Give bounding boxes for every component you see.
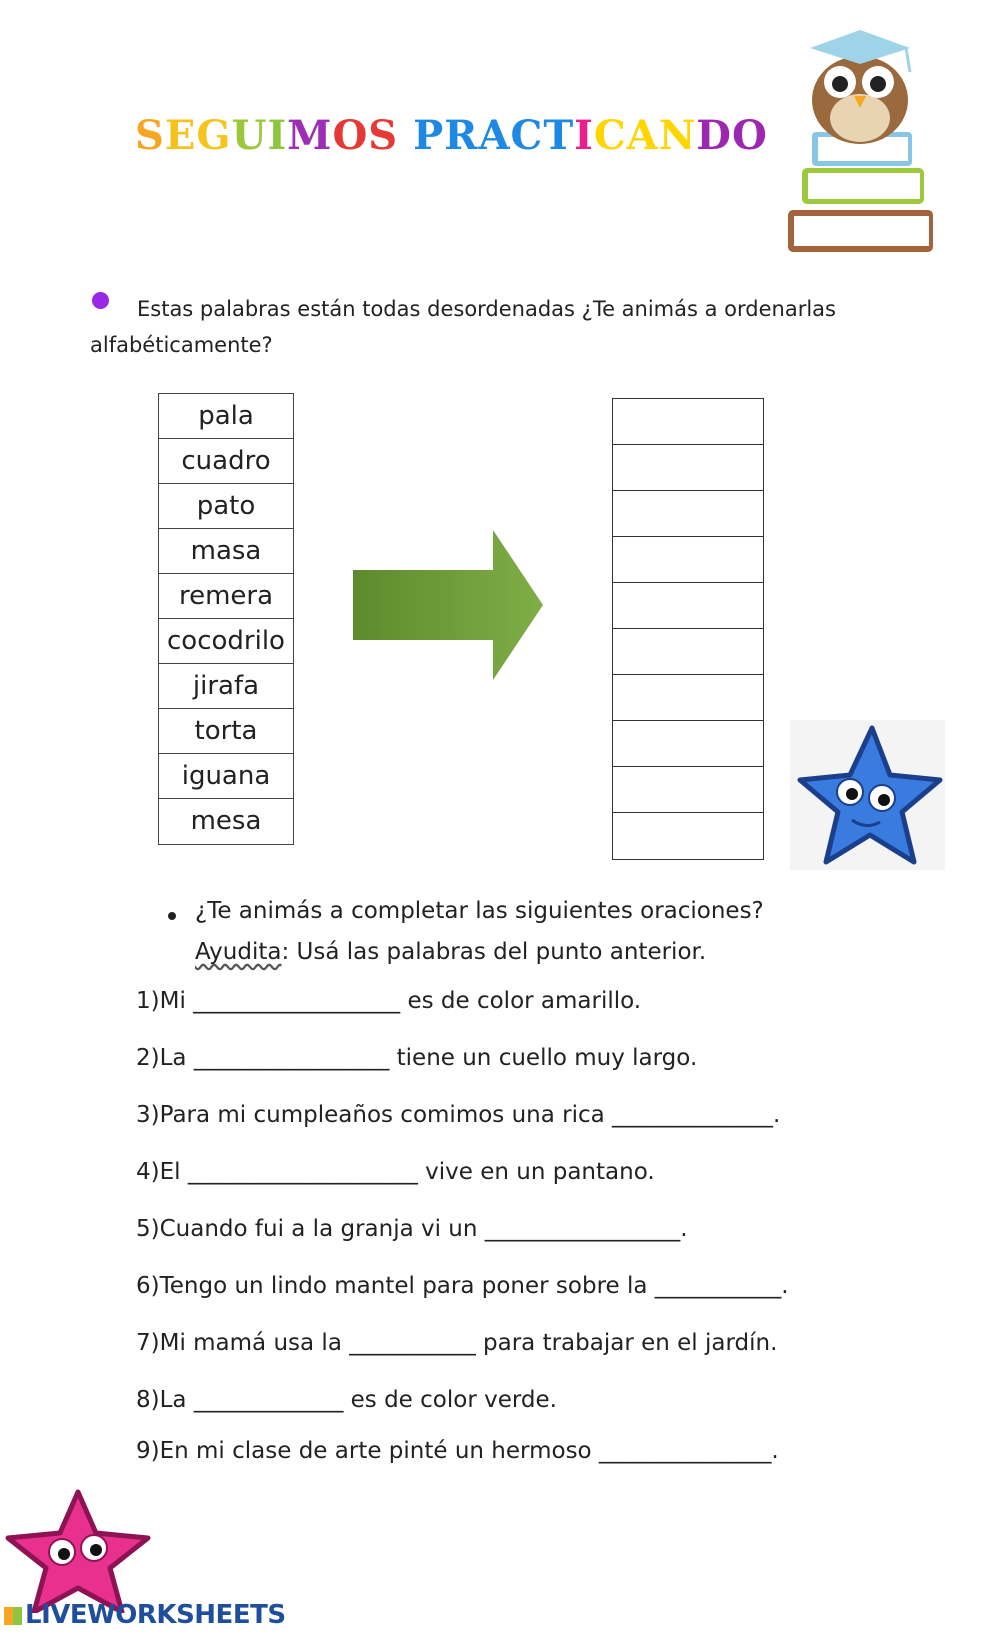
answer-slot[interactable] [613, 491, 763, 537]
title-letter: U [231, 112, 268, 159]
worksheet-title [135, 112, 768, 159]
hint [195, 939, 706, 965]
answer-slot[interactable] [613, 583, 763, 629]
blue-star-illustration [790, 720, 945, 870]
word-cell: remera [159, 574, 293, 619]
word-cell: pala [159, 394, 293, 439]
title-letter: D [696, 112, 732, 159]
instruction-text: Estas palabras están todas desordenadas ¿Te animás a ordenarlas alfabéticamente? [90, 297, 836, 357]
logo-text: LIVEWORKSHEETS [25, 1600, 286, 1630]
title-letter: I [267, 112, 288, 159]
word-cell: cocodrilo [159, 619, 293, 664]
sentence-5: 5)Cuando fui a la granja vi un _________________. [136, 1216, 688, 1242]
title-letter: O [332, 112, 369, 159]
word-cell: pato [159, 484, 293, 529]
sentence-7: 7)Mi mamá usa la ___________ para trabajar en el jardín. [136, 1330, 778, 1356]
title-letter: S [135, 112, 165, 159]
hint-text: : Usá las palabras del punto anterior. [281, 939, 707, 965]
word-cell: cuadro [159, 439, 293, 484]
title-letter: P [413, 112, 445, 159]
owl-books-illustration [780, 20, 940, 260]
sentence-3: 3)Para mi cumpleaños comimos una rica ______________. [136, 1102, 781, 1128]
word-list [158, 393, 294, 845]
right-arrow-icon [353, 530, 543, 680]
sentence-4: 4)El ____________________ vive en un pantano. [136, 1159, 655, 1185]
word-cell: mesa [190, 806, 262, 836]
sentence-8: 8)La _____________ es de color verde. [136, 1387, 557, 1413]
word-cell: masa [159, 529, 293, 574]
word-cell: torta [159, 709, 293, 754]
title-letter: R [444, 112, 479, 159]
title-letter: I [574, 112, 594, 159]
answer-slot[interactable] [613, 629, 763, 675]
title-letter: C [510, 112, 544, 159]
title-letter: S [368, 112, 399, 159]
answer-column [612, 398, 764, 860]
title-letter: N [658, 112, 697, 159]
sentence-6: 6)Tengo un lindo mantel para poner sobre la ___________. [136, 1273, 789, 1299]
sentence-9: 9)En mi clase de arte pinté un hermoso _______________. [136, 1438, 779, 1464]
bullet-icon [168, 912, 176, 920]
sentence-2: 2)La _________________ tiene un cuello muy largo. [136, 1045, 698, 1071]
title-letter: A [626, 112, 659, 159]
answer-slot[interactable] [613, 675, 763, 721]
pink-star-illustration [0, 1488, 165, 1613]
answer-slot[interactable] [613, 767, 763, 813]
logo-grid-icon [4, 1607, 22, 1625]
answer-slot[interactable] [613, 721, 763, 767]
word-cell: jirafa [159, 664, 293, 709]
answer-slot[interactable] [613, 537, 763, 583]
title-letter [398, 112, 413, 159]
question-2: ¿Te animás a completar las siguientes oraciones? [195, 898, 764, 924]
title-letter: O [731, 112, 768, 159]
liveworksheets-logo[interactable] [4, 1600, 286, 1630]
title-letter: A [478, 112, 511, 159]
sentence-1: 1)Mi __________________ es de color amarillo. [136, 988, 642, 1014]
hint-label: Ayudita [195, 939, 282, 965]
answer-slot[interactable] [613, 813, 763, 859]
word-cell: iguana [159, 754, 293, 799]
title-letter: G [196, 112, 232, 159]
title-letter: E [164, 112, 197, 159]
answer-slot[interactable] [613, 399, 763, 445]
title-letter: M [287, 112, 333, 159]
title-letter: T [543, 112, 575, 159]
title-letter: C [593, 112, 627, 159]
answer-slot[interactable] [613, 445, 763, 491]
